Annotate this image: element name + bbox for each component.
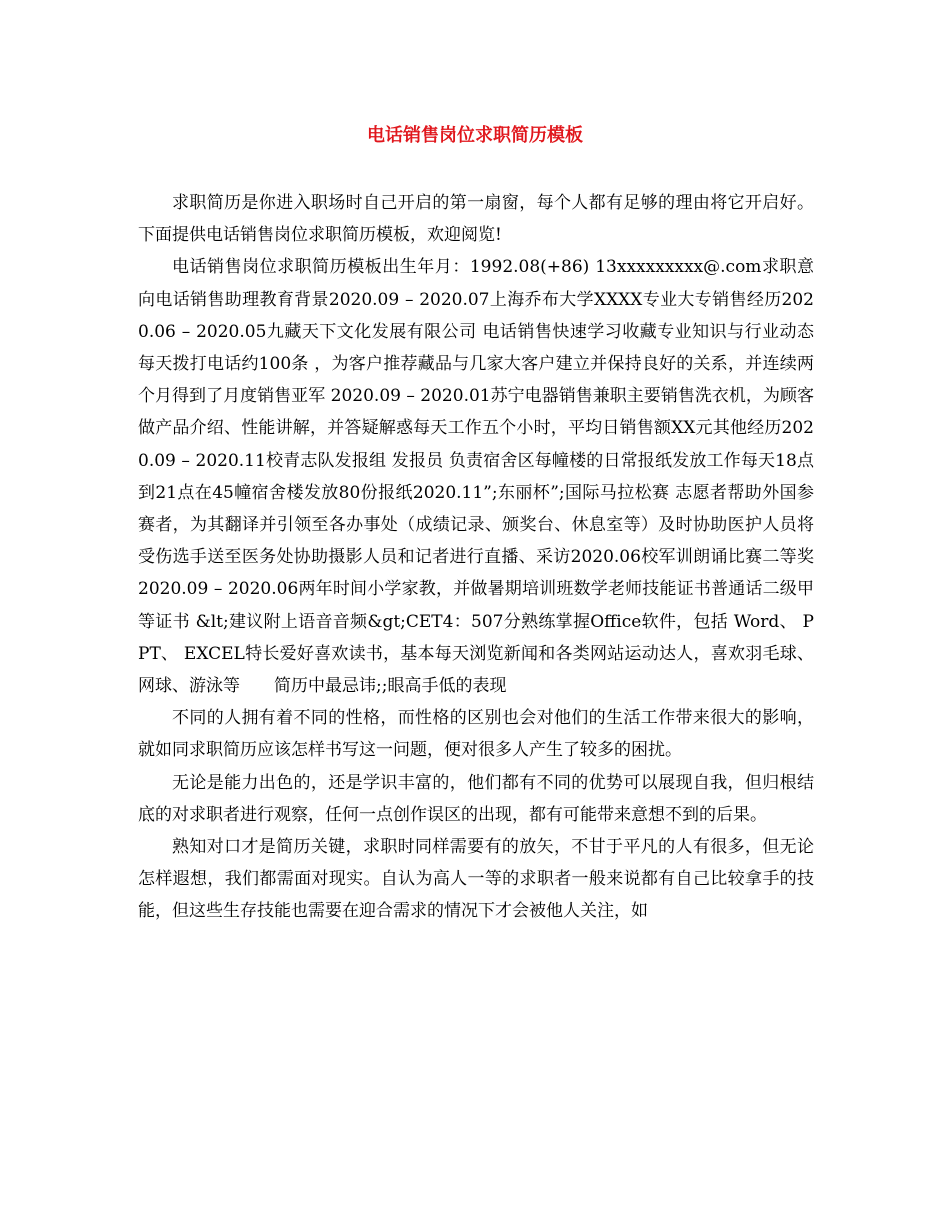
paragraph-resume-template: 电话销售岗位求职简历模板出生年月：1992.08(+86) 13xxxxxxxxx@.com求职意向电话销售助理教育背景2020.09 – 2020.07上海乔布大学XXXX专业大专销售经历2020.06 – 2020.05九藏天下文化发展有限公司 电话销售快速学习收藏专业知识与行业动态每天拨打电话约100条 ，为客户推荐藏品与几家大客户建立并保持良好的关系，并连续两个月得到了月度销售亚军 2020.09 – 2020.01苏宁电器销售兼职主要销售洗衣机，为顾客做产品介绍、性能讲解，并答疑解惑每天工作五个小时，平均日销售额XX元其他经历2020.09 – 2020.11校青志队发报组 发报员 负责宿舍区每幢楼的日常报纸发放工作每天18点到21点在45幢宿舍楼发放80份报纸2020.11”;东丽杯”;国际马拉松赛 志愿者帮助外国参赛者，为其翻译并引领至各办事处（成绩记录、颁奖台、休息室等）及时协助医护人员将受伤选手送至医务处协助摄影人员和记者进行直播、采访2020.06校军训朗诵比赛二等奖 2020.09 – 2020.06两年时间小学家教，并做暑期培训班数学老师技能证书普通话二级甲等证书 &lt;建议附上语音音频&gt;CET4：507分熟练掌握Office软件，包括 Word、 PPT、 EXCEL特长爱好喜欢读书，基本每天浏览新闻和各类网站运动达人，喜欢羽毛球、网球、游泳等 简历中最忌讳;;眼高手低的表现 — [138, 257, 814, 697]
paragraph-advantages: 无论是能力出色的，还是学识丰富的，他们都有不同的优势可以展现自我，但归根结底的对求职者进行观察，任何一点创作误区的出现，都有可能带来意想不到的后果。 — [138, 772, 814, 825]
paragraph-key-points: 熟知对口才是简历关键，求职时同样需要有的放矢，不甘于平凡的人有很多，但无论怎样遐想，我们都需面对现实。自认为高人一等的求职者一般来说都有自己比较拿手的技能，但这些生存技能也需要在迎合需求的情况下才会被他人关注，如 — [138, 837, 814, 922]
paragraph-intro: 求职简历是你进入职场时自己开启的第一扇窗，每个人都有足够的理由将它开启好。下面提供电话销售岗位求职简历模板，欢迎阅览! — [138, 193, 814, 246]
document-title: 电话销售岗位求职简历模板 — [367, 125, 583, 146]
paragraph-personality: 不同的人拥有着不同的性格，而性格的区别也会对他们的生活工作带来很大的影响，就如同求职简历应该怎样书写这一问题，便对很多人产生了较多的困扰。 — [138, 708, 814, 761]
document-body — [138, 187, 814, 928]
